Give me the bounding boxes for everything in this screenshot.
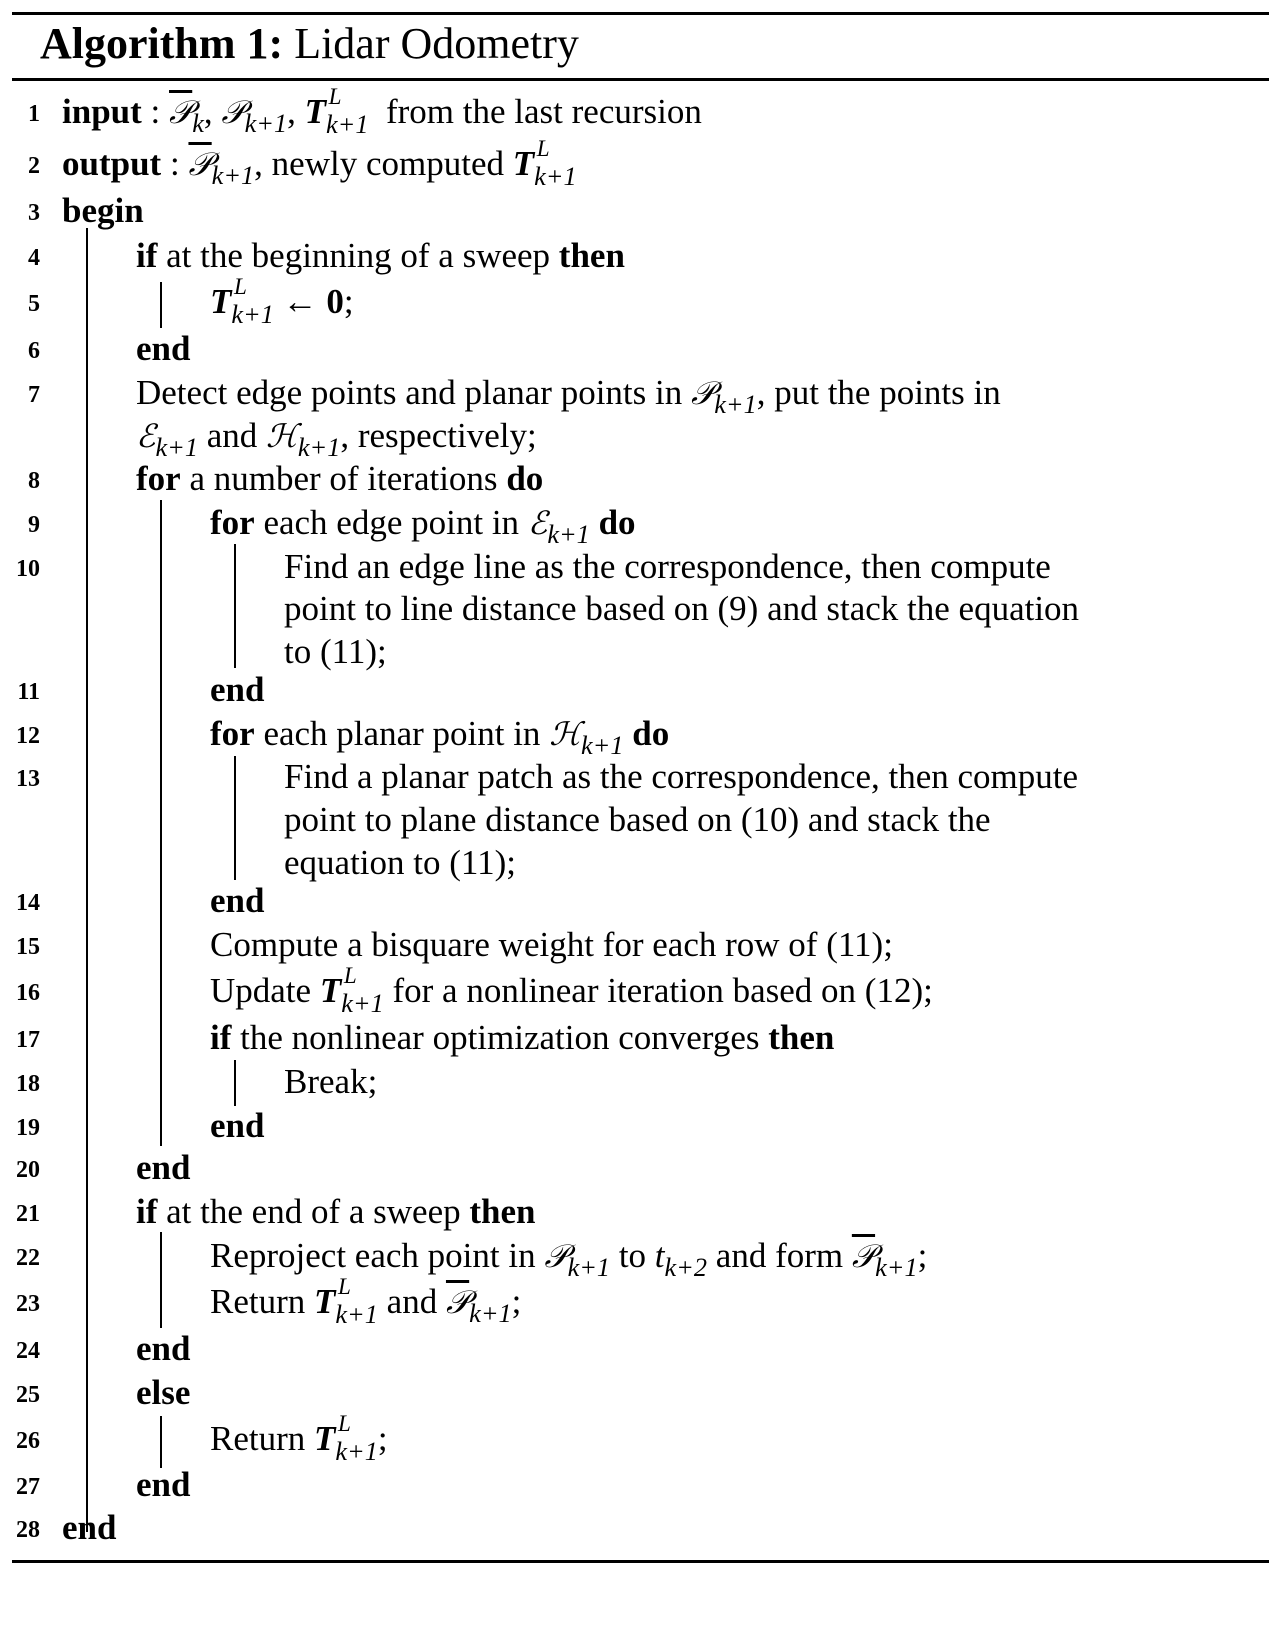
line-text: , newly computed	[254, 144, 513, 183]
math-P: 𝒫	[445, 1283, 470, 1321]
line-number: 15	[16, 934, 40, 960]
line-7-detect-cont	[136, 416, 537, 463]
separator: :	[141, 92, 170, 131]
math-sub: k+1	[155, 433, 198, 463]
math-H: ℋ	[549, 715, 581, 753]
line-13-find-planar-cont	[284, 843, 516, 883]
keyword-begin: begin	[62, 191, 144, 230]
line-text: and	[377, 1282, 446, 1321]
line-22-reproject: Reproject each point in 𝒫$_{k+1}$ to $t_{k+2}$ and form 𝒫$_{k+1}$;	[210, 1236, 928, 1283]
math-sub: k+1	[297, 433, 341, 463]
line-number: 1	[28, 101, 40, 127]
math-T: T	[319, 971, 342, 1010]
keyword-if: if	[136, 236, 158, 275]
math-P: 𝒫	[851, 1237, 876, 1275]
line-7-detect	[136, 373, 1001, 420]
title-rule	[12, 78, 1269, 81]
line-text: from the last recursion	[386, 92, 702, 131]
line-15-compute	[210, 925, 893, 965]
for-block-bar	[160, 500, 162, 1146]
keyword-else: else	[136, 1373, 191, 1412]
math-T: T	[314, 1419, 336, 1458]
line-number: 11	[17, 679, 40, 705]
line-25-else	[136, 1373, 190, 1413]
math-arrow: ←	[282, 282, 318, 321]
line-6-end	[136, 329, 190, 369]
line-10-find-edge	[284, 547, 1051, 587]
math-sub: k	[192, 109, 204, 139]
line-number: 23	[16, 1291, 40, 1317]
line-text: at the beginning of a sweep	[166, 236, 551, 275]
keyword-then: then	[768, 1018, 835, 1057]
algorithm-title	[40, 14, 579, 74]
line-28-end	[62, 1508, 116, 1548]
line-18-break	[284, 1062, 377, 1102]
line-text: , respectively;	[340, 416, 537, 455]
line-19-end	[210, 1106, 264, 1146]
keyword-output: output	[62, 144, 162, 183]
line-2-output	[62, 135, 577, 191]
line-1-input: input : 𝒫$_k$, 𝒫$_{k+1}$, T L $_{k+1}$ from the last recursion	[62, 92, 702, 135]
line-12-for-planar	[210, 714, 670, 761]
keyword-end: end	[136, 1148, 191, 1187]
for-edge-block-bar	[234, 544, 236, 668]
keyword-then: then	[469, 1192, 536, 1231]
for-planar-block-bar	[234, 756, 236, 880]
math-sup: L	[234, 273, 247, 299]
keyword-if: if	[136, 1192, 158, 1231]
line-14-end	[210, 881, 264, 921]
line-text: each planar point in	[263, 714, 541, 753]
math-P: 𝒫	[169, 93, 193, 131]
math-sup: L	[536, 135, 550, 161]
math-zero: 0	[326, 282, 344, 321]
keyword-end: end	[136, 1329, 191, 1368]
math-H: ℋ	[266, 417, 298, 455]
math-T: T	[210, 282, 232, 321]
line-8-for	[136, 459, 543, 499]
line-text: Return	[210, 1282, 315, 1321]
math-sub: k+1	[326, 110, 369, 139]
line-number: 2	[28, 153, 40, 179]
line-text: Reproject each point in	[210, 1236, 545, 1275]
line-text: point to line distance based on (9) and stack the equation	[284, 589, 1080, 628]
line-text: , put the points in	[756, 373, 1001, 412]
line-number: 17	[16, 1027, 40, 1053]
line-number: 26	[16, 1428, 40, 1454]
line-number: 18	[16, 1071, 40, 1097]
line-27-end	[136, 1465, 190, 1505]
begin-block-bar	[86, 228, 88, 1532]
keyword-end: end	[62, 1508, 117, 1547]
line-20-end	[136, 1148, 190, 1188]
math-T: T	[304, 92, 326, 131]
math-T: T	[512, 144, 535, 183]
math-sub: k+1	[534, 162, 577, 191]
line-text: the nonlinear optimization converges	[240, 1018, 760, 1057]
math-P: 𝒫	[691, 374, 715, 412]
keyword-end: end	[210, 881, 265, 920]
line-17-if	[210, 1018, 834, 1058]
keyword-end: end	[210, 670, 265, 709]
line-number: 10	[16, 556, 40, 582]
line-number: 7	[28, 382, 40, 408]
math-sub: k+1	[335, 1437, 378, 1466]
line-text: to	[610, 1236, 655, 1275]
line-23-return: Return T L $_{k+1}$ and 𝒫$_{k+1}$;	[210, 1282, 521, 1325]
line-number: 16	[16, 980, 40, 1006]
line-text: Compute a bisquare weight for each row of (11);	[210, 925, 893, 964]
line-text: and form	[707, 1236, 852, 1275]
line-number: 6	[28, 338, 40, 364]
line-number: 27	[16, 1474, 40, 1500]
line-text: for a nonlinear iteration based on (12);	[383, 971, 933, 1010]
line-text: Find an edge line as the correspondence, then compute	[284, 547, 1051, 586]
line-number: 28	[16, 1517, 40, 1543]
math-sub: k+1	[469, 1299, 512, 1329]
line-text: a number of iterations	[189, 459, 498, 498]
math-t: t	[654, 1236, 665, 1275]
keyword-end: end	[210, 1106, 265, 1145]
line-21-if	[136, 1192, 535, 1232]
keyword-for: for	[210, 503, 255, 542]
math-sub: k+1	[875, 1253, 918, 1283]
keyword-end: end	[136, 329, 191, 368]
if-block-bar-1	[160, 282, 162, 328]
algorithm-label: Algorithm 1:	[40, 19, 284, 68]
math-sub: k+1	[211, 161, 255, 191]
line-text: and	[198, 416, 267, 455]
line-text: at the end of a sweep	[166, 1192, 461, 1231]
line-number: 12	[16, 723, 40, 749]
line-number: 25	[16, 1382, 40, 1408]
math-sub: k+1	[335, 1300, 378, 1329]
algorithm-name: Lidar Odometry	[294, 19, 579, 68]
line-number: 19	[16, 1115, 40, 1141]
line-16-update	[210, 962, 933, 1018]
line-text: Update	[210, 971, 320, 1010]
line-3-begin	[62, 191, 144, 231]
line-number: 5	[28, 291, 40, 317]
line-26-return: Return T L $_{k+1}$;	[210, 1419, 388, 1462]
line-4-if	[136, 236, 625, 276]
keyword-end: end	[136, 1465, 191, 1504]
line-5-assign: T L $_{k+1}$ ← 0;	[210, 282, 354, 325]
line-10-find-edge-cont	[284, 632, 387, 672]
math-sub: k+1	[341, 989, 384, 1018]
keyword-do: do	[598, 503, 636, 542]
line-13-find-planar-cont	[284, 800, 991, 840]
line-13-find-planar	[284, 757, 1078, 797]
math-sup: L	[338, 1273, 351, 1299]
math-T: T	[314, 1282, 336, 1321]
math-sub: k+1	[567, 1253, 611, 1283]
keyword-then: then	[558, 236, 625, 275]
math-sub: k+1	[231, 300, 274, 329]
line-11-end	[210, 670, 264, 710]
line-text: Detect edge points and planar points in	[136, 373, 691, 412]
math-P: 𝒫	[544, 1237, 568, 1275]
line-number: 21	[16, 1201, 40, 1227]
line-10-find-edge-cont	[284, 589, 1079, 629]
line-number: 3	[28, 200, 40, 226]
line-text: point to plane distance based on (10) and stack the	[284, 800, 991, 839]
math-P: 𝒫	[221, 93, 245, 131]
keyword-for: for	[210, 714, 255, 753]
line-text: equation to (11);	[284, 843, 516, 882]
keyword-if: if	[210, 1018, 232, 1057]
line-text: Return	[210, 1419, 315, 1458]
math-sub: k+1	[244, 109, 288, 139]
separator: :	[161, 144, 189, 183]
line-number: 24	[16, 1338, 40, 1364]
math-P: 𝒫	[188, 145, 212, 183]
math-sub: k+1	[547, 520, 590, 550]
keyword-for: for	[136, 459, 181, 498]
line-text: Break;	[284, 1062, 378, 1101]
line-number: 8	[28, 468, 40, 494]
if-end-block-bar	[160, 1232, 162, 1328]
line-number: 22	[16, 1245, 40, 1271]
if-converge-block-bar	[234, 1060, 236, 1106]
line-number: 13	[16, 766, 40, 792]
math-E: ℰ	[136, 417, 156, 455]
line-number: 4	[28, 245, 40, 271]
math-sup: L	[328, 83, 342, 109]
line-text: each edge point in	[263, 503, 520, 542]
keyword-do: do	[506, 459, 544, 498]
bottom-rule	[12, 1560, 1269, 1563]
else-block-bar	[160, 1416, 162, 1468]
line-number: 20	[16, 1157, 40, 1183]
math-E: ℰ	[527, 504, 548, 542]
keyword-input: input	[62, 92, 142, 131]
math-sub: k+1	[581, 731, 624, 761]
line-24-end	[136, 1329, 190, 1369]
line-9-for-edge	[210, 503, 636, 550]
math-sub: k+2	[664, 1253, 708, 1283]
math-sup: L	[338, 1410, 351, 1436]
keyword-do: do	[632, 714, 670, 753]
math-sub: k+1	[714, 390, 757, 420]
line-number: 9	[28, 512, 40, 538]
math-sup: L	[343, 962, 357, 988]
line-text: Find a planar patch as the correspondence, then compute	[284, 757, 1079, 796]
line-number: 14	[16, 890, 40, 916]
line-text: to (11);	[284, 632, 387, 671]
